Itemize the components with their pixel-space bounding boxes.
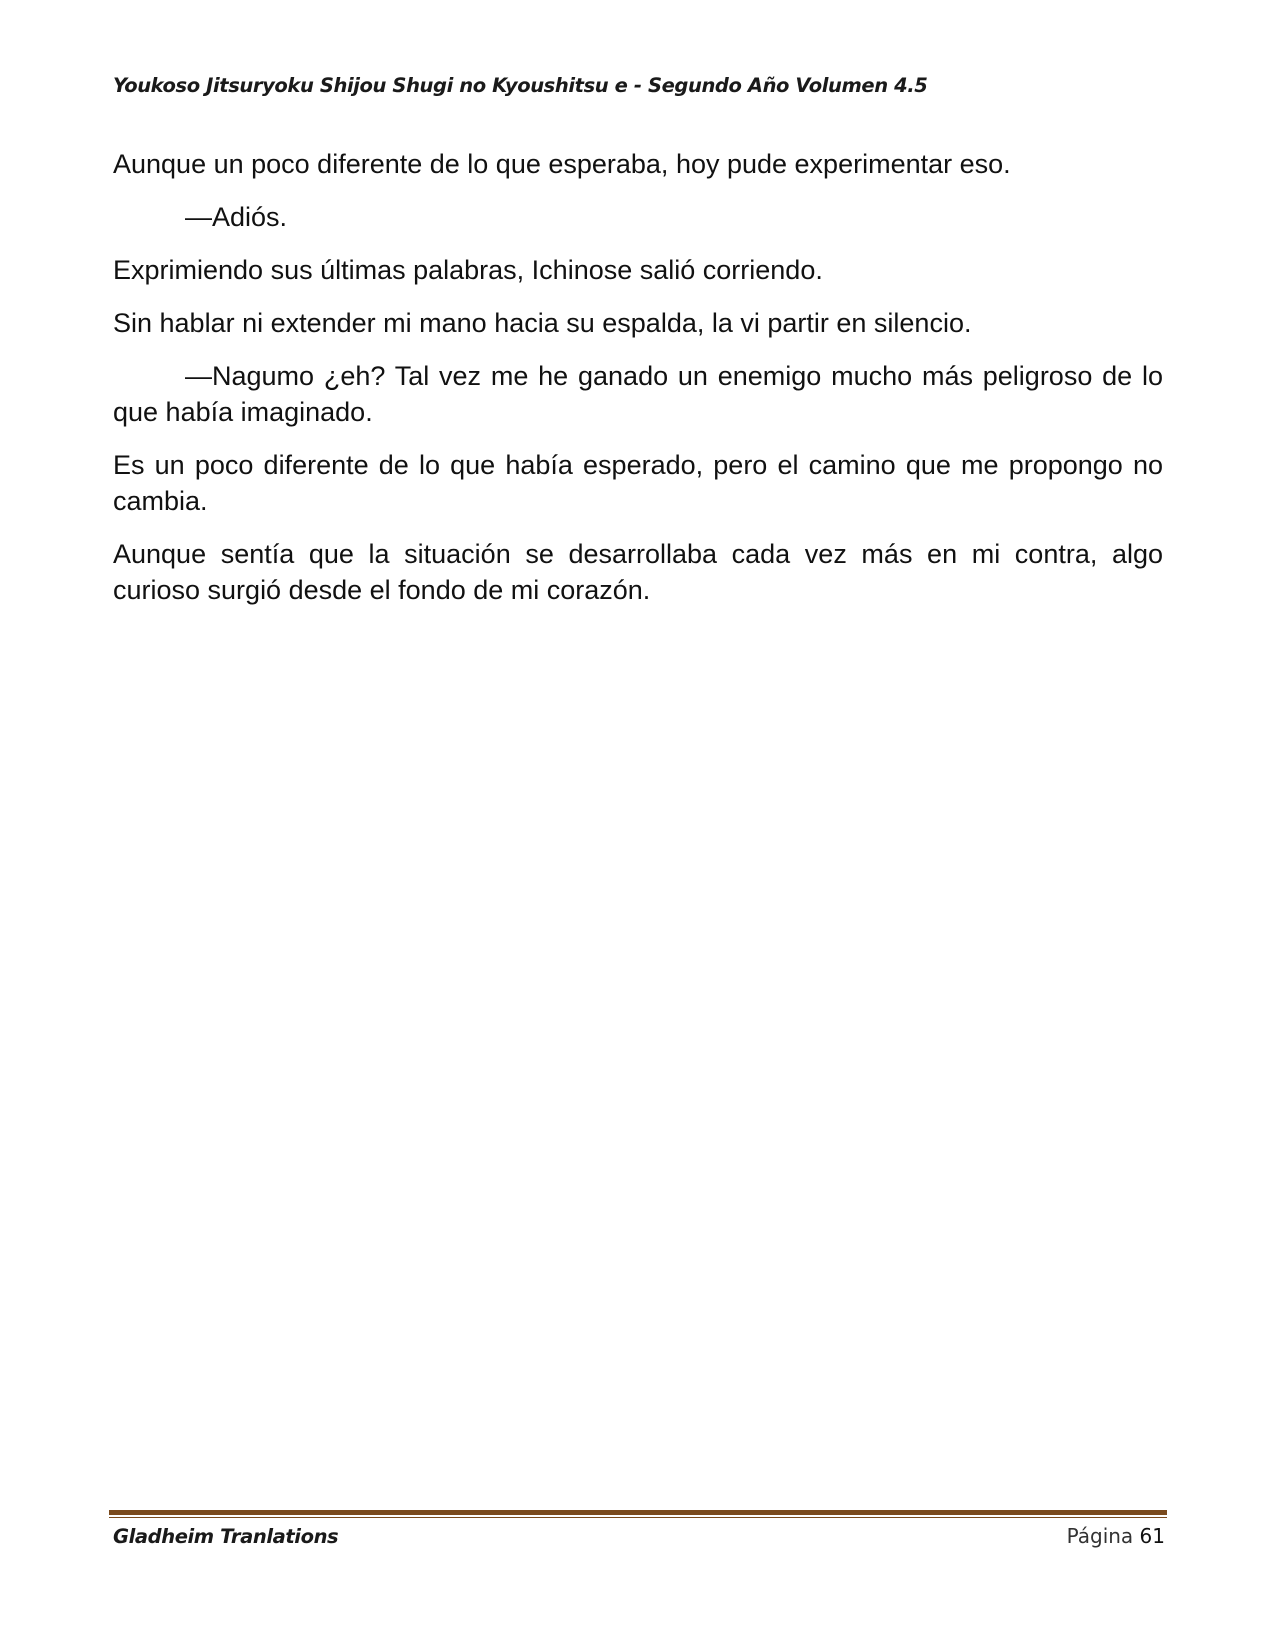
paragraph: Exprimiendo sus últimas palabras, Ichinose salió corriendo.	[113, 255, 823, 285]
footer-divider	[109, 1510, 1167, 1518]
body-text	[113, 146, 1163, 625]
paragraph: Aunque un poco diferente de lo que esperaba, hoy pude experimentar eso.	[113, 149, 1011, 179]
footer-divider-thin	[109, 1517, 1167, 1518]
dialogue-paragraph: —Nagumo ¿eh? Tal vez me he ganado un enemigo mucho más peligroso de lo que había imaginado.	[113, 361, 1163, 427]
page-number: 61	[1139, 1524, 1165, 1548]
page-label: Página	[1066, 1524, 1134, 1548]
paragraph: Es un poco diferente de lo que había esperado, pero el camino que me propongo no cambia.	[113, 450, 1163, 516]
page-header-title: Youkoso Jitsuryoku Shijou Shugi no Kyoushitsu e - Segundo Año Volumen 4.5	[113, 74, 928, 97]
paragraph: Aunque sentía que la situación se desarrollaba cada vez más en mi contra, algo curioso surgió desde el fondo de mi corazón.	[113, 539, 1163, 605]
footer-credit: Gladheim Tranlations	[113, 1525, 339, 1548]
page-number-label	[1067, 1524, 1165, 1548]
dialogue-paragraph: —Adiós.	[185, 202, 288, 232]
paragraph: Sin hablar ni extender mi mano hacia su espalda, la vi partir en silencio.	[113, 308, 972, 338]
